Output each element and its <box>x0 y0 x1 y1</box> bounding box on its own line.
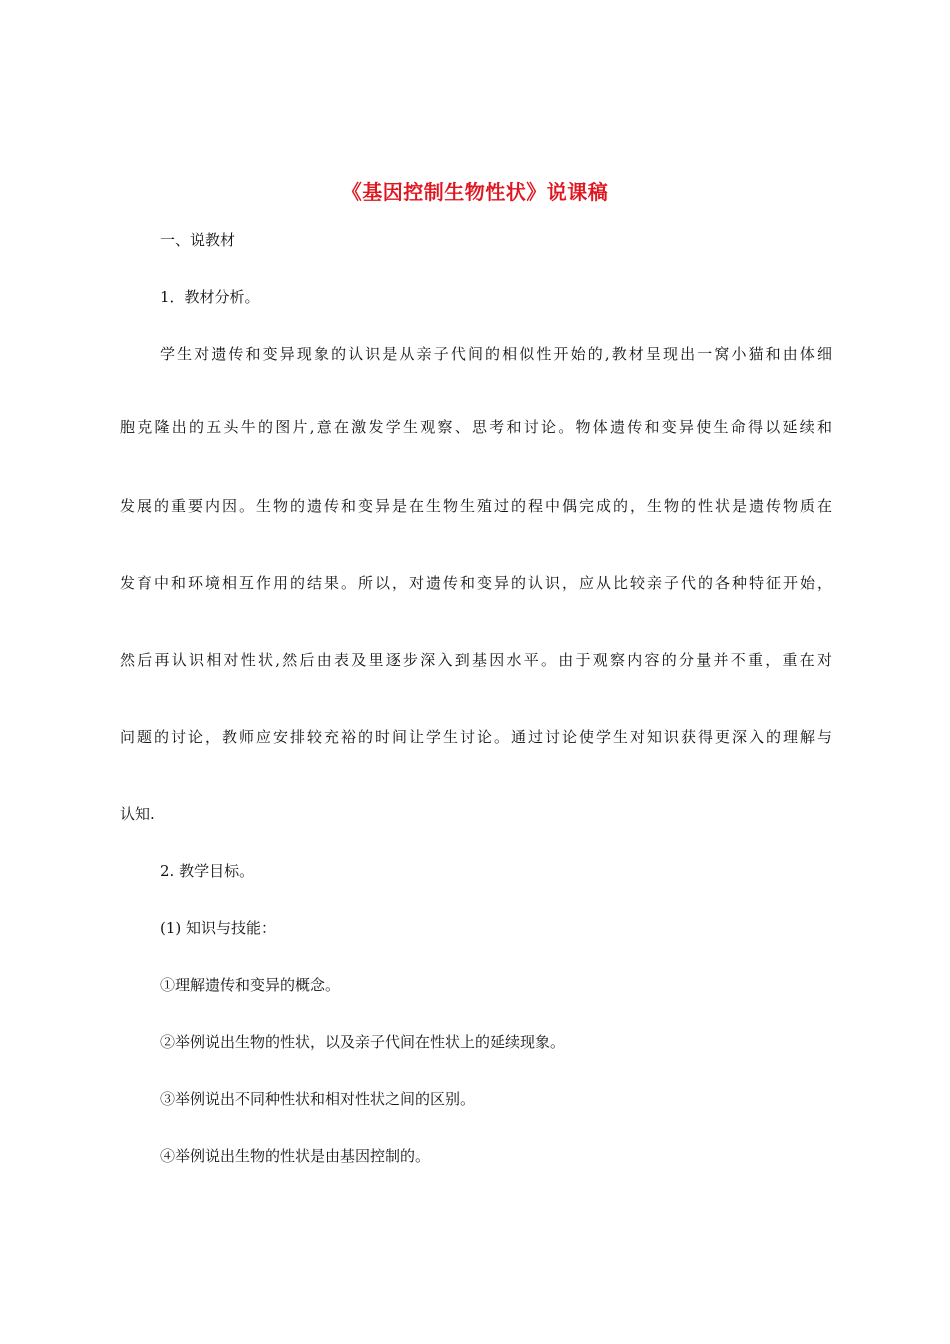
objective-item: ②举例说出生物的性状，以及亲子代间在性状上的延续现象。 <box>160 1033 566 1051</box>
paragraph-line: 然后再认识相对性状,然后由表及里逐步深入到基因水平。由于观察内容的分量并不重，重在对 <box>120 651 832 669</box>
objective-heading: (1) 知识与技能： <box>160 919 277 937</box>
section-heading: 一、说教材 <box>160 231 236 249</box>
paragraph-line: 学生对遗传和变异现象的认识是从亲子代间的相似性开始的,教材呈现出一窝小猫和由体细 <box>160 345 832 363</box>
objective-item: ③举例说出不同种性状和相对性状之间的区别。 <box>160 1090 476 1108</box>
paragraph-line: 认知. <box>120 805 155 823</box>
objective-item: ①理解遗传和变异的概念。 <box>160 976 341 994</box>
document-title: 《基因控制生物性状》说课稿 <box>341 180 609 204</box>
paragraph-line: 胞克隆出的五头牛的图片,意在激发学生观察、思考和讨论。物体遗传和变异使生命得以延续和 <box>120 418 832 436</box>
paragraph-line: 发育中和环境相互作用的结果。所以，对遗传和变异的认识，应从比较亲子代的各种特征开始， <box>120 574 832 592</box>
objective-item: ④举例说出生物的性状是由基因控制的。 <box>160 1147 431 1165</box>
paragraph-line: 发展的重要内因。生物的遗传和变异是在生物生殖过的程中偶完成的，生物的性状是遗传物质在 <box>120 497 832 515</box>
subheading-teaching-objectives: 2. 教学目标。 <box>160 862 255 880</box>
subheading-textbook-analysis: 1．教材分析。 <box>160 288 260 306</box>
paragraph-line: 问题的讨论，教师应安排较充裕的时间让学生讨论。通过讨论使学生对知识获得更深入的理解与 <box>120 728 832 746</box>
